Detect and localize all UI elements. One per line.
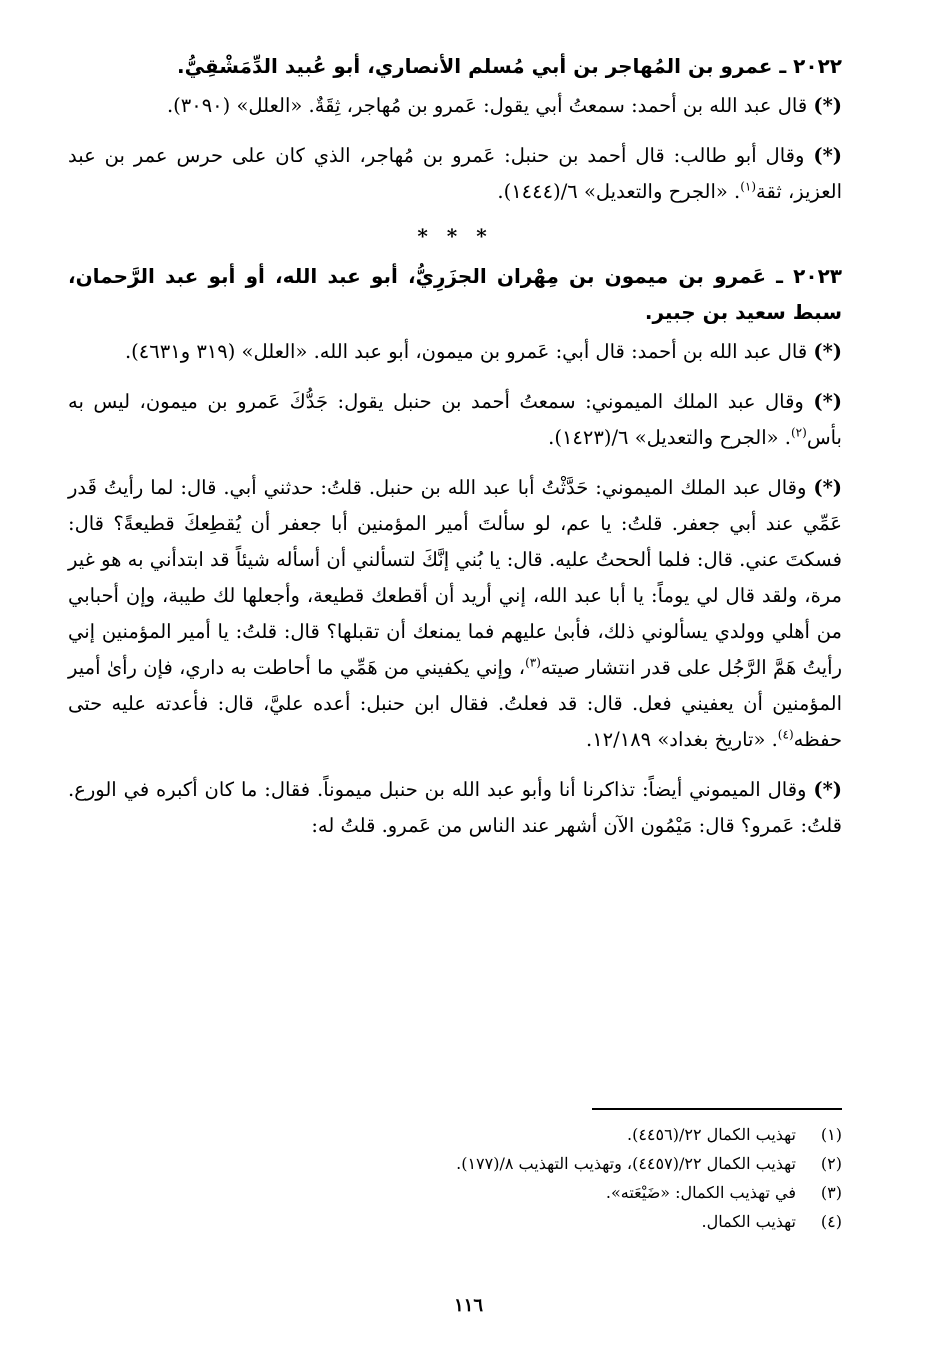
footnote-number: (٢): [820, 1154, 842, 1173]
paragraph: [68, 470, 842, 758]
footnote-number: (٤): [820, 1212, 842, 1231]
paragraph: [68, 772, 842, 844]
page-body: [68, 48, 842, 858]
paragraph-text: وقال عبد الملك الميموني: حَدَّثْتُ أبا عبد الله بن حنبل. قلتُ: حدثني أبي. قال: لما رأيتُ قَدر عَمِّي عند أبي جعفر. قلتُ: يا عم، لو سألتَ أمير المؤمنين أبا جعفر أن يُقطِعكَ قطيعةً؟ قال: فسكتَ عني. قال: فلما ألححتُ عليه. قال: يا بُني إنَّكَ لتسألني أن أسأله شيئاً قد ابتدأني به هو غير مرة، ولقد قال لي يوماً: يا أبا عبد الله، إني أريد أن أقطعك قطيعة، وأجعلها لك طيبة، وإن أحبابي من أهلي وولدي يسألوني ذلك، فأبىٰ عليهم فما يمنعك أن تقبلها؟ قال: قلتُ: يا أمير المؤمنين إني رأيتُ هَمَّ الرَّجُل على قدر انتشار صيته: [68, 476, 842, 679]
paragraph-text: وقال الميموني أيضاً: تذاكرنا أنا وأبو عبد الله بن حنبل ميموناً. فقال: ما كان أكبره في الورع. قلتُ: عَمرو؟ قال: مَيْمُون الآن أشهر عند الناس من عَمرو. قلتُ له:: [68, 778, 842, 837]
paragraph: [68, 384, 842, 456]
star-marker: (*): [813, 390, 842, 413]
star-marker: (*): [813, 144, 842, 167]
paragraph-tail: ، وإني يكفيني من هَمِّي ما أحاطت به داري، فإن رأىٰ أمير المؤمنين أن يعفيني فعل. قال: قد فعلتُ. فقال ابن حنبل: أعده عليَّ، قال: فأعدته عليه حتى حفظه: [68, 656, 842, 751]
footnote-text: تهذيب الكمال ٢٢/(٤٤٥٧)، وتهذيب التهذيب ٨/(١٧٧).: [456, 1154, 796, 1173]
paragraph-tail: . «الجرح والتعديل» ٦/(١٤٢٣).: [548, 426, 791, 449]
paragraph: [68, 138, 842, 210]
footnote-number: (٣): [820, 1183, 842, 1202]
paragraph-tail: . «الجرح والتعديل» ٦/(١٤٤٤).: [497, 180, 741, 203]
footnote: [68, 1149, 842, 1178]
star-marker: (*): [813, 778, 842, 801]
entry-title-2022: ٢٠٢٢ ـ عمرو بن المُهاجر بن أبي مُسلم الأنصاري، أبو عُبيد الدِّمَشْقِيُّ.: [177, 54, 842, 78]
paragraph: [68, 88, 842, 124]
paragraph-text: وقال أبو طالب: قال أحمد بن حنبل: عَمرو بن مُهاجر، الذي كان على حرس عمر بن عبد العزيز، ثقة: [68, 144, 842, 203]
footnote-rule: [592, 1108, 842, 1110]
footnote-text: في تهذيب الكمال: «ضَيْعَته».: [605, 1183, 796, 1202]
paragraph: [68, 334, 842, 370]
section-divider: * * *: [417, 224, 493, 248]
footnote: [68, 1120, 842, 1149]
star-marker: (*): [813, 94, 842, 117]
footnote: [68, 1207, 842, 1236]
page-number: ١١٦: [453, 1295, 483, 1316]
paragraph-text: قال عبد الله بن أحمد: قال أبي: عَمرو بن ميمون، أبو عبد الله. «العلل» (٣١٩ و٤٦٣١).: [124, 340, 808, 363]
footnote-ref: (٢): [790, 425, 807, 440]
star-marker: (*): [813, 340, 842, 363]
star-marker: (*): [813, 476, 842, 499]
footnote-text: تهذيب الكمال.: [701, 1212, 796, 1231]
entry-title-2023: ٢٠٢٣ ـ عَمرو بن ميمون بن مِهْران الجزَرِيُّ، أبو عبد الله، أو أبو عبد الرَّحمان، سبط سعيد بن جبير.: [68, 264, 842, 324]
footnote-ref: (٣): [525, 655, 541, 670]
footnote-number: (١): [820, 1125, 842, 1144]
paragraph-tail: . «تاريخ بغداد» ١٢/١٨٩.: [586, 728, 778, 751]
footnote: [68, 1178, 842, 1207]
paragraph-text: وقال عبد الملك الميموني: سمعتُ أحمد بن حنبل يقول: جَدُّكَ عَمرو بن ميمون، ليس به بأس: [68, 390, 842, 449]
footnote-ref: (٤): [777, 727, 794, 742]
footnote-ref: (١): [740, 179, 757, 194]
footnote-text: تهذيب الكمال ٢٢/(٤٤٥٦).: [627, 1125, 796, 1144]
paragraph-text: قال عبد الله بن أحمد: سمعتُ أبي يقول: عَمرو بن مُهاجر، ثِقَةٌ. «العلل» (٣٠٩٠).: [166, 94, 808, 117]
footnotes: [68, 1120, 842, 1236]
